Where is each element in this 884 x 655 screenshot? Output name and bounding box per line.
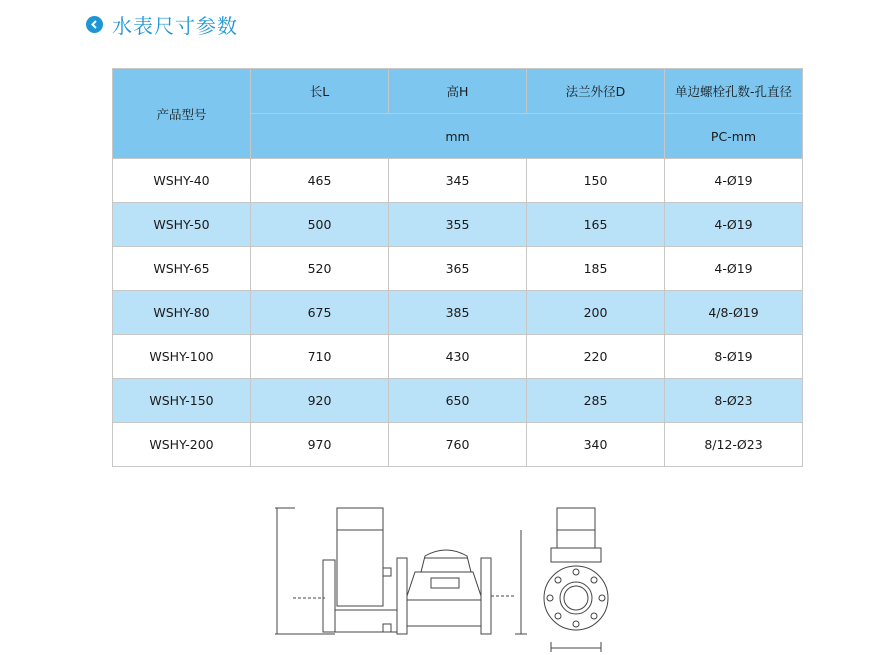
col-header-flange: 法兰外径D (527, 69, 665, 114)
col-header-bolts: 单边螺栓孔数-孔直径 (665, 69, 803, 114)
cell-length: 500 (251, 203, 389, 247)
cell-bolts: 8-Ø19 (665, 335, 803, 379)
cell-model: WSHY-65 (113, 247, 251, 291)
cell-length: 970 (251, 423, 389, 467)
spec-table (112, 68, 803, 467)
cell-model: WSHY-150 (113, 379, 251, 423)
table-row (113, 247, 803, 291)
cell-bolts: 4-Ø19 (665, 203, 803, 247)
cell-length: 520 (251, 247, 389, 291)
cell-length: 920 (251, 379, 389, 423)
section-header (86, 10, 238, 38)
cell-height: 355 (389, 203, 527, 247)
unit-pc-mm: PC-mm (665, 114, 803, 159)
cell-flange: 150 (527, 159, 665, 203)
cell-bolts: 4/8-Ø19 (665, 291, 803, 335)
model-header: 产品型号 (113, 69, 251, 159)
cell-bolts: 4-Ø19 (665, 247, 803, 291)
cell-bolts: 4-Ø19 (665, 159, 803, 203)
table-row (113, 423, 803, 467)
water-meter-drawing (265, 500, 620, 652)
cell-model: WSHY-200 (113, 423, 251, 467)
table-row (113, 159, 803, 203)
cell-flange: 185 (527, 247, 665, 291)
cell-model: WSHY-50 (113, 203, 251, 247)
chevron-left-icon (90, 20, 99, 29)
cell-length: 675 (251, 291, 389, 335)
table-row (113, 335, 803, 379)
table-row (113, 203, 803, 247)
cell-height: 760 (389, 423, 527, 467)
cell-flange: 200 (527, 291, 665, 335)
table-row (113, 291, 803, 335)
section-title: 水表尺寸参数 (112, 13, 238, 38)
unit-mm: mm (251, 114, 665, 159)
cell-height: 365 (389, 247, 527, 291)
table-row (113, 379, 803, 423)
cell-length: 710 (251, 335, 389, 379)
cell-length: 465 (251, 159, 389, 203)
cell-model: WSHY-40 (113, 159, 251, 203)
col-header-height: 高H (389, 69, 527, 114)
col-header-length: 长L (251, 69, 389, 114)
cell-model: WSHY-80 (113, 291, 251, 335)
cell-height: 650 (389, 379, 527, 423)
cell-flange: 340 (527, 423, 665, 467)
cell-bolts: 8-Ø23 (665, 379, 803, 423)
cell-flange: 285 (527, 379, 665, 423)
cell-bolts: 8/12-Ø23 (665, 423, 803, 467)
cell-flange: 220 (527, 335, 665, 379)
cell-height: 345 (389, 159, 527, 203)
cell-height: 385 (389, 291, 527, 335)
back-button[interactable] (86, 16, 103, 33)
cell-height: 430 (389, 335, 527, 379)
cell-flange: 165 (527, 203, 665, 247)
table-header-row (113, 69, 803, 114)
cell-model: WSHY-100 (113, 335, 251, 379)
